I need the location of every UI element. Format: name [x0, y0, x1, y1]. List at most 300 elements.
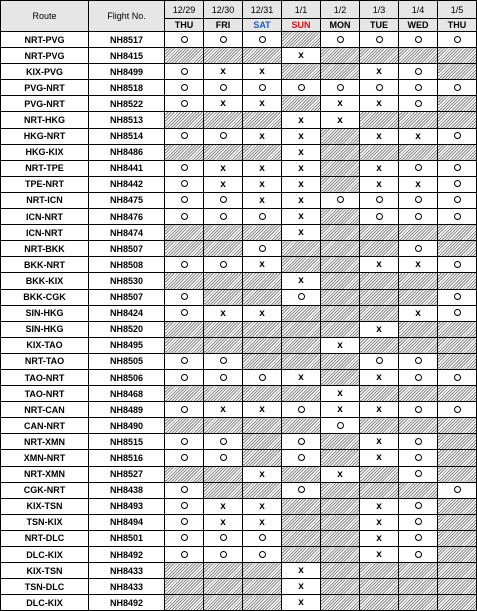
route-cell: PVG-NRT [1, 80, 89, 96]
no-service-cell [438, 450, 477, 466]
flight-number-cell: NH8475 [89, 192, 165, 208]
operating-cell [399, 160, 438, 176]
x-mark-icon: x [259, 500, 265, 512]
table-row [1, 192, 477, 208]
no-service-cell [282, 305, 321, 321]
no-service-cell [399, 321, 438, 337]
operating-cell [204, 209, 243, 225]
operating-cell [282, 434, 321, 450]
flight-number-cell: NH8433 [89, 579, 165, 595]
no-service-cell [282, 353, 321, 369]
no-service-cell [165, 112, 204, 128]
route-cell: PVG-NRT [1, 96, 89, 112]
no-service-cell [321, 595, 360, 611]
circle-mark-icon [337, 84, 344, 91]
operating-cell [399, 209, 438, 225]
route-cell: BKK-NRT [1, 257, 89, 273]
circle-mark-icon [298, 454, 305, 461]
x-mark-icon: x [259, 162, 265, 174]
no-service-cell [360, 563, 399, 579]
circle-mark-icon [415, 68, 422, 75]
operating-cell [165, 369, 204, 385]
no-service-cell [360, 418, 399, 434]
cancelled-cell [204, 402, 243, 418]
table-body [1, 32, 477, 611]
no-service-cell [282, 64, 321, 80]
no-service-cell [399, 386, 438, 402]
cancelled-cell [360, 547, 399, 563]
circle-mark-icon [454, 213, 461, 220]
circle-mark-icon [415, 196, 422, 203]
operating-cell [165, 547, 204, 563]
route-cell: NRT-PVG [1, 48, 89, 64]
operating-cell [321, 80, 360, 96]
x-mark-icon: x [259, 404, 265, 416]
circle-mark-icon [181, 374, 188, 381]
table-row [1, 418, 477, 434]
operating-cell [360, 80, 399, 96]
flight-number-cell: NH8442 [89, 176, 165, 192]
no-service-cell [282, 498, 321, 514]
operating-cell [321, 418, 360, 434]
route-cell: NRT-CAN [1, 402, 89, 418]
route-cell: SIN-HKG [1, 305, 89, 321]
flight-number-cell: NH8499 [89, 64, 165, 80]
no-service-cell [360, 466, 399, 482]
route-cell: NRT-TPE [1, 160, 89, 176]
operating-cell [165, 289, 204, 305]
x-mark-icon: x [376, 404, 382, 416]
operating-cell [204, 369, 243, 385]
circle-mark-icon [220, 196, 227, 203]
cancelled-cell [243, 305, 282, 321]
no-service-cell [204, 563, 243, 579]
circle-mark-icon [181, 196, 188, 203]
operating-cell [438, 192, 477, 208]
no-service-cell [165, 563, 204, 579]
no-service-cell [165, 337, 204, 353]
flight-number-cell: NH8495 [89, 337, 165, 353]
no-service-cell [360, 144, 399, 160]
operating-cell [204, 530, 243, 546]
operating-cell [399, 434, 438, 450]
x-mark-icon: x [337, 468, 343, 480]
flight-number-cell: NH8527 [89, 466, 165, 482]
no-service-cell [165, 48, 204, 64]
no-service-cell [399, 579, 438, 595]
cancelled-cell [243, 96, 282, 112]
cancelled-cell [321, 337, 360, 353]
circle-mark-icon [415, 406, 422, 413]
flight-number-cell: NH8508 [89, 257, 165, 273]
no-service-cell [165, 144, 204, 160]
circle-mark-icon [181, 406, 188, 413]
no-service-cell [321, 64, 360, 80]
table-row [1, 386, 477, 402]
no-service-cell [438, 434, 477, 450]
table-row [1, 466, 477, 482]
flight-number-cell: NH8506 [89, 369, 165, 385]
no-service-cell [321, 128, 360, 144]
circle-mark-icon [220, 454, 227, 461]
x-mark-icon: x [220, 98, 226, 110]
operating-cell [165, 32, 204, 48]
cancelled-cell [399, 176, 438, 192]
x-mark-icon: x [298, 275, 304, 287]
flight-number-cell: NH8489 [89, 402, 165, 418]
table-row [1, 225, 477, 241]
flight-number-cell: NH8441 [89, 160, 165, 176]
cancelled-cell [243, 128, 282, 144]
x-mark-icon: x [259, 66, 265, 78]
cancelled-cell [321, 402, 360, 418]
cancelled-cell [360, 160, 399, 176]
operating-cell [399, 547, 438, 563]
route-cell: NRT-PVG [1, 32, 89, 48]
circle-mark-icon [415, 374, 422, 381]
circle-mark-icon [454, 374, 461, 381]
no-service-cell [243, 353, 282, 369]
x-mark-icon: x [220, 404, 226, 416]
circle-mark-icon [376, 84, 383, 91]
no-service-cell [399, 225, 438, 241]
no-service-cell [321, 434, 360, 450]
table-row [1, 273, 477, 289]
table-row [1, 402, 477, 418]
cancelled-cell [360, 434, 399, 450]
cancelled-cell [204, 514, 243, 530]
table-row [1, 579, 477, 595]
no-service-cell [399, 482, 438, 498]
no-service-cell [399, 337, 438, 353]
no-service-cell [360, 289, 399, 305]
operating-cell [165, 160, 204, 176]
operating-cell [165, 402, 204, 418]
no-service-cell [438, 466, 477, 482]
table-row [1, 96, 477, 112]
route-column-header: Route [1, 1, 89, 32]
x-mark-icon: x [376, 549, 382, 561]
x-mark-icon: x [376, 436, 382, 448]
no-service-cell [399, 273, 438, 289]
flight-number-cell: NH8516 [89, 450, 165, 466]
table-row [1, 547, 477, 563]
no-service-cell [438, 273, 477, 289]
no-service-cell [204, 241, 243, 257]
no-service-cell [321, 209, 360, 225]
no-service-cell [204, 337, 243, 353]
operating-cell [204, 128, 243, 144]
x-mark-icon: x [376, 500, 382, 512]
x-mark-icon: x [259, 178, 265, 190]
flight-number-cell: NH8468 [89, 386, 165, 402]
date-header: 1/1 [282, 1, 321, 19]
x-mark-icon: x [220, 162, 226, 174]
route-cell: KIX-TSN [1, 498, 89, 514]
no-service-cell [438, 241, 477, 257]
table-row [1, 530, 477, 546]
table-row [1, 514, 477, 530]
table-row [1, 176, 477, 192]
circle-mark-icon [415, 100, 422, 107]
flight-number-cell: NH8520 [89, 321, 165, 337]
flight-number-cell: NH8522 [89, 96, 165, 112]
circle-mark-icon [220, 357, 227, 364]
route-cell: KIX-TAO [1, 337, 89, 353]
no-service-cell [243, 418, 282, 434]
operating-cell [204, 32, 243, 48]
table-row [1, 434, 477, 450]
no-service-cell [321, 48, 360, 64]
route-cell: TSN-KIX [1, 514, 89, 530]
cancelled-cell [399, 128, 438, 144]
no-service-cell [438, 64, 477, 80]
no-service-cell [282, 466, 321, 482]
cancelled-cell [321, 466, 360, 482]
cancelled-cell [282, 128, 321, 144]
no-service-cell [438, 530, 477, 546]
flight-number-cell: NH8505 [89, 353, 165, 369]
no-service-cell [321, 450, 360, 466]
date-header: 1/4 [399, 1, 438, 19]
no-service-cell [204, 321, 243, 337]
flight-number-cell: NH8514 [89, 128, 165, 144]
operating-cell [165, 498, 204, 514]
circle-mark-icon [220, 438, 227, 445]
x-mark-icon: x [298, 194, 304, 206]
cancelled-cell [243, 192, 282, 208]
cancelled-cell [282, 160, 321, 176]
operating-cell [204, 80, 243, 96]
no-service-cell [438, 353, 477, 369]
route-cell: DLC-KIX [1, 595, 89, 611]
flight-number-cell: NH8517 [89, 32, 165, 48]
table-row [1, 498, 477, 514]
operating-cell [204, 450, 243, 466]
flight-number-cell: NH8490 [89, 418, 165, 434]
circle-mark-icon [259, 36, 266, 43]
date-header: 12/29 [165, 1, 204, 19]
table-row [1, 289, 477, 305]
cancelled-cell [360, 64, 399, 80]
no-service-cell [321, 241, 360, 257]
circle-mark-icon [337, 196, 344, 203]
circle-mark-icon [298, 486, 305, 493]
circle-mark-icon [298, 84, 305, 91]
x-mark-icon: x [220, 516, 226, 528]
cancelled-cell [282, 209, 321, 225]
circle-mark-icon [220, 132, 227, 139]
no-service-cell [204, 418, 243, 434]
operating-cell [165, 128, 204, 144]
no-service-cell [282, 241, 321, 257]
operating-cell [438, 402, 477, 418]
cancelled-cell [360, 321, 399, 337]
route-cell: ICN-NRT [1, 209, 89, 225]
x-mark-icon: x [298, 162, 304, 174]
cancelled-cell [321, 112, 360, 128]
table-row [1, 450, 477, 466]
no-service-cell [243, 450, 282, 466]
route-cell: TPE-NRT [1, 176, 89, 192]
no-service-cell [282, 257, 321, 273]
route-cell: TAO-NRT [1, 386, 89, 402]
cancelled-cell [360, 530, 399, 546]
cancelled-cell [204, 160, 243, 176]
route-cell: KIX-PVG [1, 64, 89, 80]
x-mark-icon: x [259, 516, 265, 528]
no-service-cell [321, 369, 360, 385]
x-mark-icon: x [337, 339, 343, 351]
route-cell: NRT-TAO [1, 353, 89, 369]
cancelled-cell [282, 595, 321, 611]
cancelled-cell [243, 160, 282, 176]
x-mark-icon: x [298, 372, 304, 384]
no-service-cell [204, 48, 243, 64]
circle-mark-icon [181, 84, 188, 91]
flight-number-cell: NH8492 [89, 547, 165, 563]
no-service-cell [360, 112, 399, 128]
no-service-cell [321, 547, 360, 563]
route-cell: DLC-KIX [1, 547, 89, 563]
flight-number-cell: NH8424 [89, 305, 165, 321]
cancelled-cell [243, 176, 282, 192]
cancelled-cell [360, 498, 399, 514]
cancelled-cell [360, 450, 399, 466]
table-row [1, 48, 477, 64]
no-service-cell [243, 289, 282, 305]
date-header: 1/5 [438, 1, 477, 19]
table-row [1, 209, 477, 225]
flight-number-cell: NH8507 [89, 241, 165, 257]
no-service-cell [321, 160, 360, 176]
cancelled-cell [282, 273, 321, 289]
x-mark-icon: x [298, 227, 304, 239]
circle-mark-icon [181, 132, 188, 139]
operating-cell [438, 257, 477, 273]
operating-cell [204, 434, 243, 450]
no-service-cell [438, 48, 477, 64]
cancelled-cell [399, 305, 438, 321]
no-service-cell [243, 595, 282, 611]
route-cell: NRT-DLC [1, 530, 89, 546]
operating-cell [204, 547, 243, 563]
route-cell: NRT-XMN [1, 434, 89, 450]
x-mark-icon: x [376, 323, 382, 335]
flight-number-cell: NH8486 [89, 144, 165, 160]
date-header: 12/31 [243, 1, 282, 19]
circle-mark-icon [376, 196, 383, 203]
circle-mark-icon [259, 534, 266, 541]
no-service-cell [243, 225, 282, 241]
no-service-cell [243, 112, 282, 128]
no-service-cell [243, 144, 282, 160]
table-row [1, 369, 477, 385]
circle-mark-icon [220, 84, 227, 91]
x-mark-icon: x [220, 500, 226, 512]
cancelled-cell [360, 402, 399, 418]
circle-mark-icon [259, 551, 266, 558]
x-mark-icon: x [298, 178, 304, 190]
x-mark-icon: x [259, 98, 265, 110]
no-service-cell [204, 466, 243, 482]
no-service-cell [321, 563, 360, 579]
operating-cell [282, 450, 321, 466]
operating-cell [438, 482, 477, 498]
table-row [1, 160, 477, 176]
circle-mark-icon [376, 213, 383, 220]
circle-mark-icon [181, 309, 188, 316]
no-service-cell [321, 225, 360, 241]
no-service-cell [204, 144, 243, 160]
circle-mark-icon [415, 454, 422, 461]
circle-mark-icon [181, 357, 188, 364]
x-mark-icon: x [337, 114, 343, 126]
flight-number-cell: NH8433 [89, 563, 165, 579]
no-service-cell [360, 337, 399, 353]
no-service-cell [204, 386, 243, 402]
operating-cell [165, 209, 204, 225]
no-service-cell [321, 305, 360, 321]
operating-cell [165, 514, 204, 530]
circle-mark-icon [415, 357, 422, 364]
circle-mark-icon [298, 293, 305, 300]
cancelled-cell [360, 176, 399, 192]
no-service-cell [243, 579, 282, 595]
operating-cell [282, 80, 321, 96]
x-mark-icon: x [298, 146, 304, 158]
x-mark-icon: x [415, 130, 421, 142]
circle-mark-icon [259, 374, 266, 381]
no-service-cell [165, 386, 204, 402]
route-cell: CGK-NRT [1, 482, 89, 498]
cancelled-cell [243, 466, 282, 482]
circle-mark-icon [454, 486, 461, 493]
circle-mark-icon [181, 213, 188, 220]
cancelled-cell [204, 64, 243, 80]
circle-mark-icon [454, 36, 461, 43]
cancelled-cell [282, 369, 321, 385]
operating-cell [399, 353, 438, 369]
circle-mark-icon [415, 438, 422, 445]
no-service-cell [321, 176, 360, 192]
operating-cell [165, 305, 204, 321]
route-cell: NRT-BKK [1, 241, 89, 257]
no-service-cell [165, 595, 204, 611]
operating-cell [360, 192, 399, 208]
circle-mark-icon [415, 36, 422, 43]
no-service-cell [399, 595, 438, 611]
no-service-cell [165, 466, 204, 482]
operating-cell [243, 241, 282, 257]
circle-mark-icon [415, 164, 422, 171]
operating-cell [243, 209, 282, 225]
x-mark-icon: x [298, 130, 304, 142]
circle-mark-icon [415, 213, 422, 220]
x-mark-icon: x [298, 114, 304, 126]
route-cell: ICN-NRT [1, 225, 89, 241]
operating-cell [165, 80, 204, 96]
x-mark-icon: x [376, 66, 382, 78]
operating-cell [438, 369, 477, 385]
circle-mark-icon [454, 293, 461, 300]
no-service-cell [360, 241, 399, 257]
flight-number-cell: NH8493 [89, 498, 165, 514]
operating-cell [204, 257, 243, 273]
table-row [1, 144, 477, 160]
cancelled-cell [243, 64, 282, 80]
no-service-cell [360, 305, 399, 321]
